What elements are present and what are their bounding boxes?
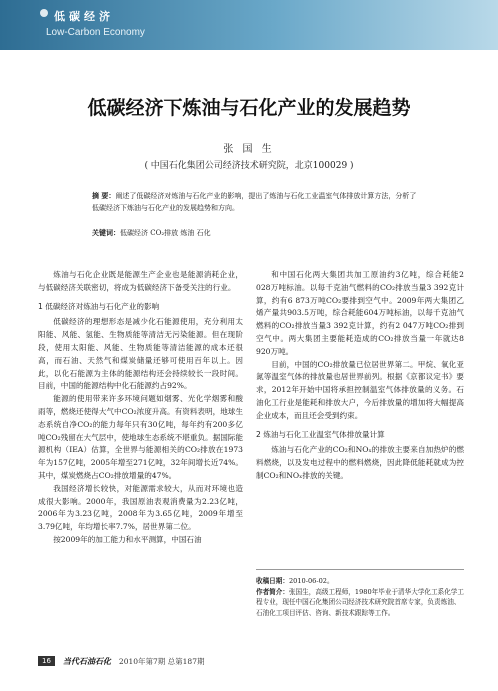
logo-dot-icon [40,9,48,17]
footnote [256,569,464,618]
abstract-text: 阐述了低碳经济对炼油与石化产业的影响，提出了炼油与石化工业温室气体排放计算方法，分析了低碳经济下炼油与石化产业的发展趋势和方向。 [92,192,417,212]
section-heading: 2 炼油与石化工业温室气体排放量计算 [256,429,385,439]
page-footer [38,653,288,669]
right-column [256,269,464,483]
left-column [38,269,243,547]
keywords-label: 关键词： [92,228,120,237]
abstract-label: 摘 要： [92,192,116,200]
paragraph: 按2009年的加工能力和水平测算，中国石油 [53,534,202,544]
author-affiliation: ( 中国石化集团公司经济技术研究院，北京100029 ) [144,161,354,171]
paragraph: 炼油与石化产业的CO₂和NOₓ的排放主要来自加热炉的燃料燃烧，以及发电过程中的燃料燃烧，因此降低能耗就成为控制CO₂和NOₓ排放的关键。 [256,445,464,480]
abstract [92,190,422,214]
keywords-text: 低碳经济 CO₂排放 炼油 石化 [120,229,211,237]
paragraph: 和中国石化两大集团共加工原油约3亿吨，综合耗能2 028万吨标油。以每千克油气燃料的CO₂排放当量3 392克计算，约有6 873万吨CO₂要排到空气中。2009年两大集团乙烯产量共903.5万吨，综合耗能604万吨标油，以每千克油气燃料的CO₂排放当量3 392克计算，约有2 047万吨CO₂排到空气中。两大集团主要能耗造成的CO₂排放当量一年就达8 920万吨。 [256,270,464,356]
author-bio: 作者简介：张国生，高级工程师，1980年毕业于清华大学化工系化学工程专业，现任中国石化集团公司经济技术研究院首席专家，负责炼油、石油化工项目评估、咨询、新技术跟踪等工作。 [256,587,464,617]
page-number: 16 [38,656,55,666]
received-date: 收稿日期：2010-06-02。 [256,577,334,585]
journal-name: 当代石油石化 [62,656,111,666]
article-title: 低碳经济下炼油与石化产业的发展趋势 [87,97,411,119]
paragraph: 目前，中国的CO₂排放量已位居世界第二。甲烷、氧化亚氮等温室气体的排放量也居世界前列。根据《京都议定书》要求，2012年开始中国将承担控制温室气体排放量的义务。石油化工行业是能耗和排放大户，今后排放量的增加将大幅提高企业成本，而且还会受到约束。 [256,359,464,420]
paragraph: 炼油与石化企业既是能源生产企业也是能源消耗企业，与低碳经济关联密切，将成为低碳经济下备受关注的行业。 [38,270,243,292]
paragraph: 能源的使用带来许多环境问题如烟雾、光化学烟雾和酸雨等，燃烧还使得大气中CO₂浓度升高。有资料表明，地球生态系统自净CO₂的能力每年只有30亿吨，每年约有200多亿吨CO₂残留在大气层中，使地球生态系统不堪重负。据国际能源机构（IEA）估算，全世界与能源相关的CO₂排放在1973年为157亿吨，2005年增至271亿吨，32年间增长近74%。其中，煤炭燃烧占CO₂排放增量的47%。 [38,394,243,480]
paragraph: 我国经济增长较快，对能源需求较大，从而对环境也造成很大影响。2000年，我国原油表观消费量为2.23亿吨，2006年为3.23亿吨，2008年为3.65亿吨，2009年增至3.79亿吨，年均增长率7.7%，居世界第二位。 [38,483,243,532]
author-name: 张 国 生 [223,144,275,155]
keywords [92,228,422,238]
section-title: 低碳经济 [54,10,114,23]
issue-info: 2010年第7期 总第187期 [118,656,205,666]
paragraph: 低碳经济的理想形态是减少化石能源使用，充分利用太阳能、风能、氢能、生物质能等清洁无污染能源。但在现阶段，使用太阳能、风能、生物质能等清洁能源的成本还很高，而石油、天然气和煤炭储量还够可使用百年以上。因此，以化石能源为主体的能源结构还会持续较长一段时间。目前，中国的能源结构中化石能源约占92%。 [38,317,243,391]
section-heading: 1 低碳经济对炼油与石化产业的影响 [38,301,160,311]
section-subtitle: Low-Carbon Economy [46,27,145,38]
